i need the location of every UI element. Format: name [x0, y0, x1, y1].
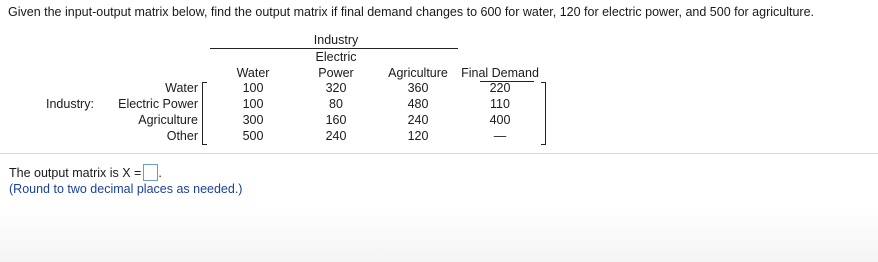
- side-label-industry: Industry:: [46, 97, 94, 111]
- row-label-electric-power: Electric Power: [118, 97, 198, 111]
- col-header-power: Power: [318, 66, 354, 80]
- answer-period: .: [158, 165, 162, 180]
- header-electric: Electric: [315, 50, 357, 64]
- row-label-agriculture: Agriculture: [138, 113, 198, 127]
- cell-power-final-demand: 110: [490, 97, 510, 111]
- answer-line: [9, 164, 162, 181]
- matrix-left-bracket: [202, 82, 207, 145]
- rounding-note: (Round to two decimal places as needed.): [9, 182, 243, 196]
- cell-water-final-demand: 220: [489, 81, 511, 95]
- cell-other-final-demand: —: [493, 129, 507, 143]
- header-industry: Industry: [313, 33, 359, 47]
- cell-water-agriculture: 360: [407, 81, 429, 95]
- answer-prompt: The output matrix is X =: [9, 165, 142, 180]
- col-header-final-demand: Final Demand: [461, 66, 539, 80]
- cell-water-water: 100: [242, 81, 264, 95]
- question-text: Given the input-output matrix below, find the output matrix if final demand changes to 600 for water, 120 for electric power, and 500 for agriculture.: [8, 5, 815, 19]
- cell-other-agriculture: 120: [407, 129, 429, 143]
- cell-power-agriculture: 480: [407, 97, 429, 111]
- section-divider: [0, 153, 878, 154]
- cell-other-water: 500: [242, 129, 264, 143]
- answer-input-box[interactable]: [143, 164, 158, 181]
- cell-power-power: 80: [329, 97, 343, 111]
- cell-power-water: 100: [242, 97, 264, 111]
- header-rule: [210, 48, 458, 49]
- cell-water-power: 320: [325, 81, 347, 95]
- cell-agriculture-agriculture: 240: [407, 113, 429, 127]
- cell-other-power: 240: [325, 129, 347, 143]
- row-label-water: Water: [165, 81, 198, 95]
- col-header-agriculture: Agriculture: [388, 66, 448, 80]
- cell-agriculture-final-demand: 400: [489, 113, 511, 127]
- col-header-water: Water: [236, 66, 270, 80]
- cell-agriculture-power: 160: [325, 113, 347, 127]
- row-label-other: Other: [166, 129, 198, 143]
- bottom-background: [0, 205, 878, 262]
- cell-agriculture-water: 300: [242, 113, 264, 127]
- matrix-right-bracket: [541, 82, 546, 145]
